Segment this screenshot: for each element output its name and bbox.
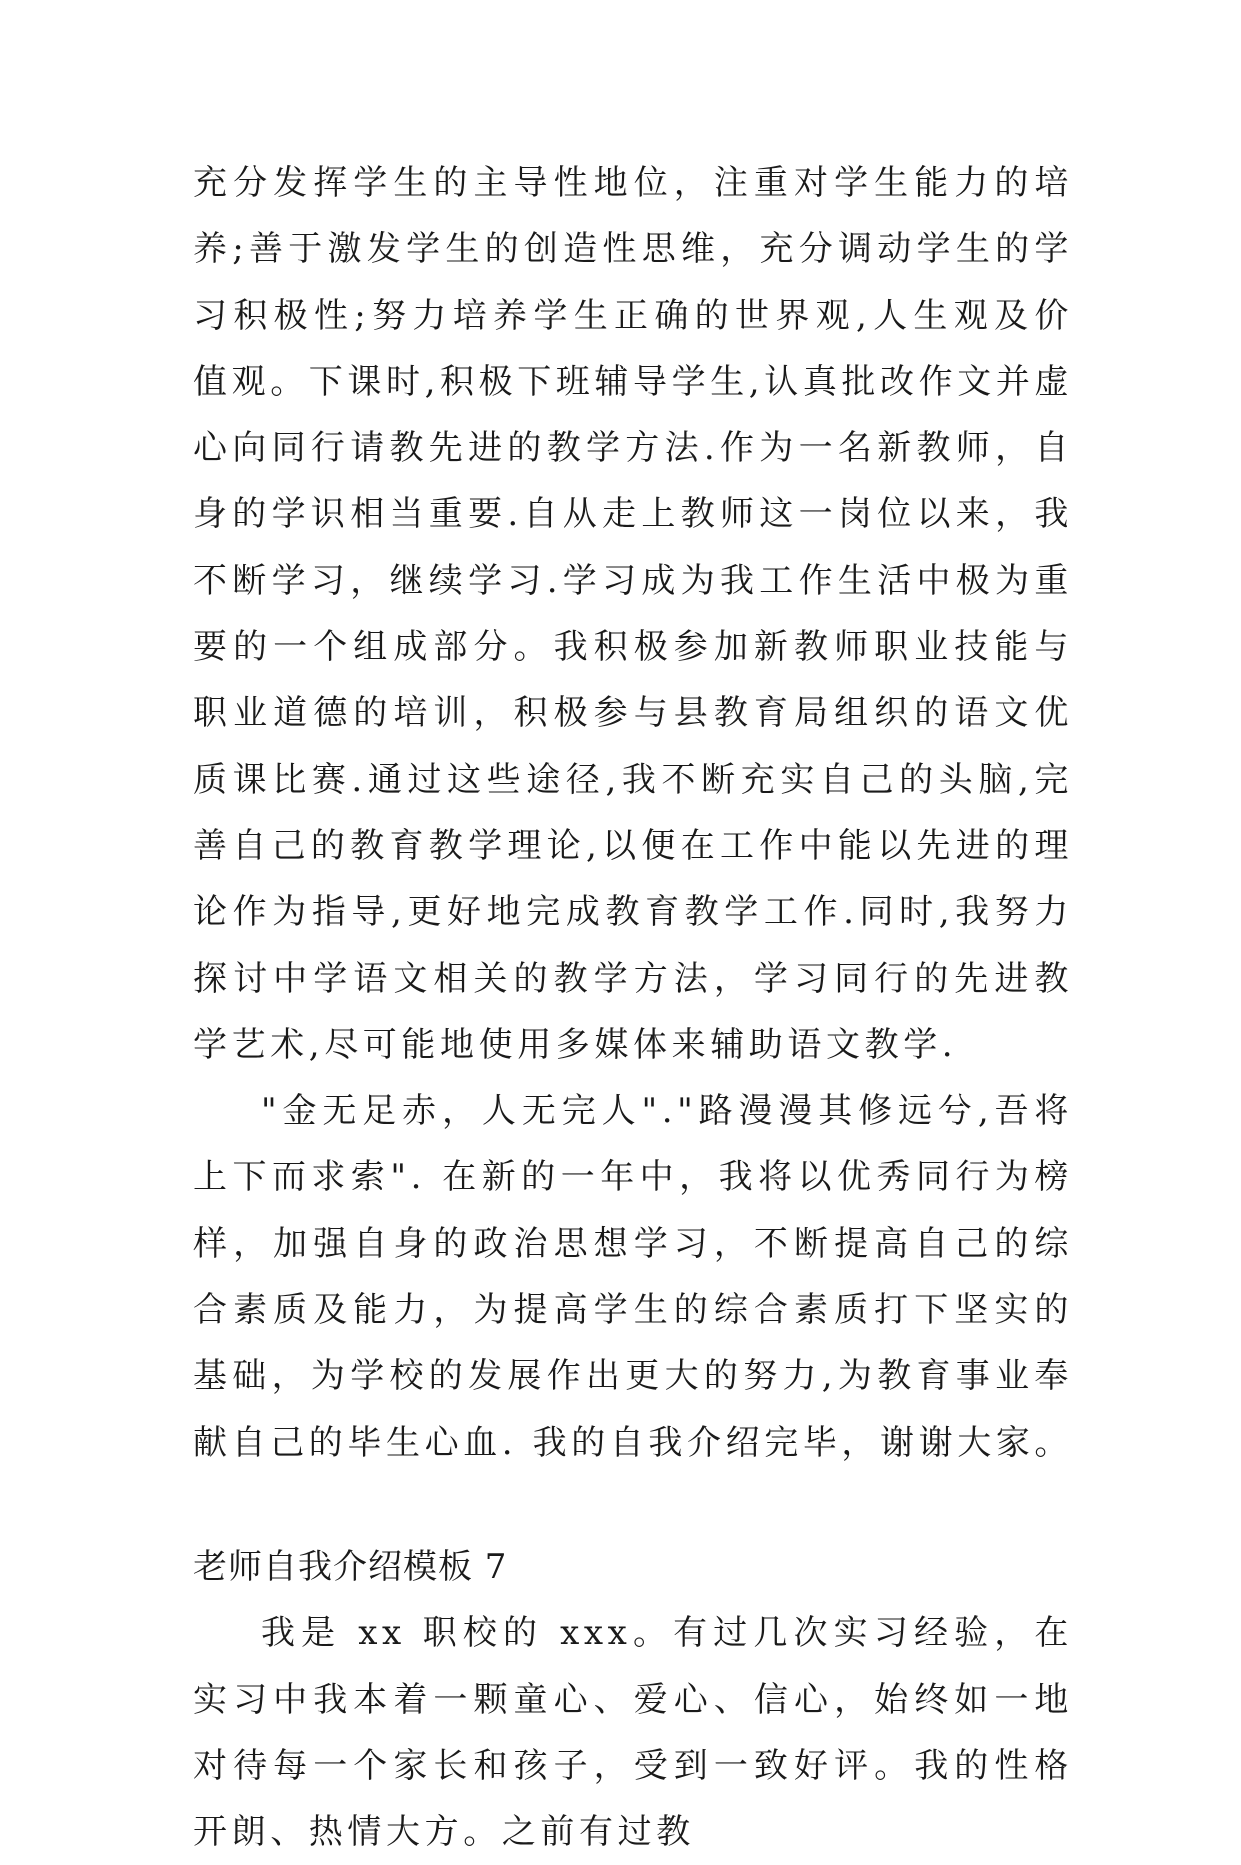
body-paragraph-1: 充分发挥学生的主导性地位，注重对学生能力的培养;善于激发学生的创造性思维，充分调动学生的学习积极性;努力培养学生正确的世界观,人生观及价值观。下课时,积极下班辅导学生,认真批改作文并虚心向同行请教先进的教学方法.作为一名新教师，自身的学识相当重要.自从走上教师这一岗位以来，我不断学习，继续学习.学习成为我工作生活中极为重要的一个组成部分。我积极参加新教师职业技能与职业道德的培训，积极参与县教育局组织的语文优质课比赛.通过这些途径,我不断充实自己的头脑,完善自己的教育教学理论,以便在工作中能以先进的理论作为指导,更好地完成教育教学工作.同时,我努力探讨中学语文相关的教学方法，学习同行的先进教学艺术,尽可能地使用多媒体来辅助语文教学. — [193, 163, 1074, 1065]
section-paragraph: 我是 xx 职校的 xxx。有过几次实习经验，在实习中我本着一颗童心、爱心、信心，始终如一地对待每一个家长和孩子，受到一致好评。我的性格开朗、热情大方。之前有过教 — [193, 1613, 1073, 1853]
document-page — [193, 150, 1073, 1865]
body-paragraph-2: "金无足赤，人无完人"."路漫漫其修远兮,吾将上下而求索". 在新的一年中，我将以优秀同行为榜样，加强自身的政治思想学习，不断提高自己的综合素质及能力，为提高学生的综合素质打下坚实的基础，为学校的发展作出更大的努力,为教育事业奉献自己的毕生心血. 我的自我介绍完毕，谢谢大家。 — [193, 1091, 1074, 1463]
section-heading: 老师自我介绍模板 7 — [193, 1546, 508, 1587]
